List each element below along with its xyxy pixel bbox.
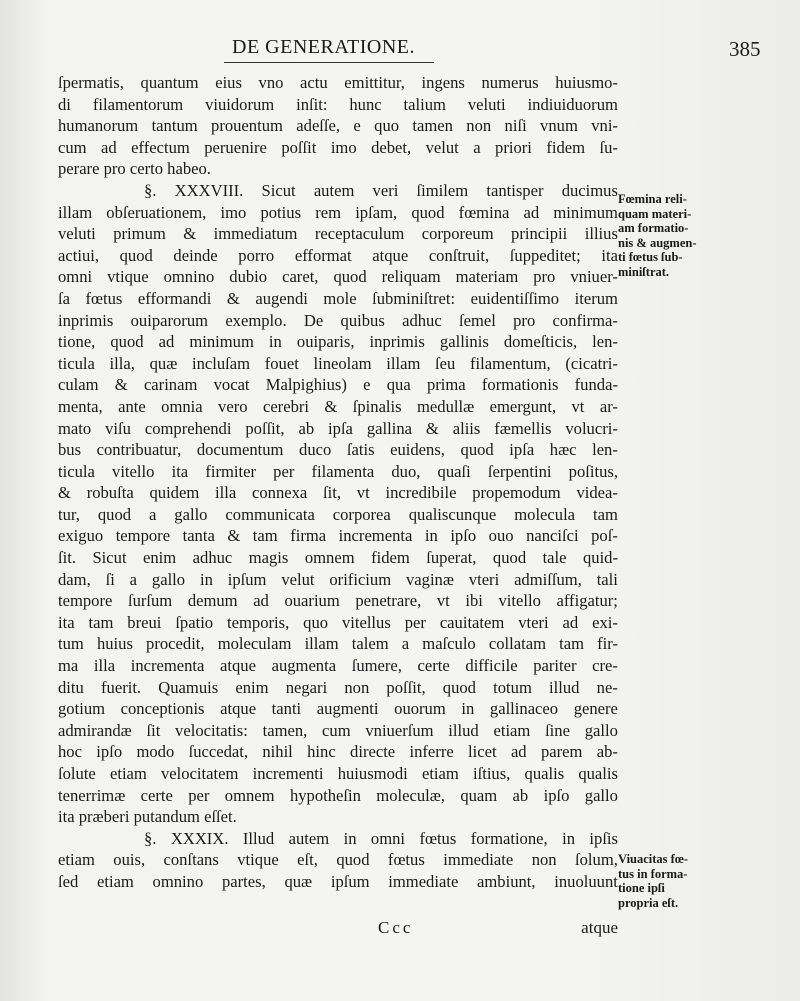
- marginal-note-line: tus in forma-: [618, 866, 688, 881]
- page-number: 385: [729, 37, 761, 61]
- text-line: tum huius procedit, moleculam illam talem a maſculo collatam tam fir-: [58, 634, 618, 654]
- text-line: actiui, quod deinde porro efformat atque conſtruit, ſuppeditet; ita: [58, 245, 618, 265]
- text-line: ticula illa, quæ incluſam fouet lineolam illam ſeu filamentum, (cicatri-: [58, 353, 618, 373]
- text-line: exiguo tempore tanta & tam firma incrementa in ipſo ouo nanciſci poſ-: [58, 526, 618, 546]
- text-line: hoc ipſo modo ſuccedat, nihil hinc directe inferre licet ad parem ab-: [58, 742, 618, 762]
- text-line: ſolute etiam velocitatem incrementi huiusmodi etiam iſtius, qualis qualis: [58, 764, 618, 783]
- marginal-note-line: Viuacitas fœ-: [618, 852, 689, 866]
- text-line: omni vtique omnino dubio caret, quod reliquam materiam pro vniuer-: [58, 267, 618, 287]
- text-line: ticula vitello ita firmiter per filamenta duo, quaſi ſerpentini poſitus,: [58, 461, 618, 481]
- text-line: ditu fuerit. Quamuis enim negari non poſſit, quod totum illud ne-: [58, 677, 618, 697]
- marginal-note-line: Fœmina reli-: [618, 192, 687, 206]
- marginal-note-line: nis & augmen-: [618, 235, 697, 250]
- text-line: perare pro certo habeo.: [58, 159, 211, 179]
- marginal-note-line: quam materi-: [618, 206, 692, 221]
- text-line: gotium conceptionis atque tanti augmenti ouorum in gallinaceo genere: [58, 699, 618, 719]
- text-line: inprimis ouiparorum exemplo. De quibus adhuc ſemel pro confirma-: [58, 310, 618, 330]
- text-line: menta, ante omnia vero cerebri & ſpinalis medullæ emergunt, vt ar-: [58, 396, 618, 416]
- marginal-note-line: tione ipſi: [618, 881, 665, 895]
- text-line: admirandæ ſit velocitatis: tamen, cum vniuerſum illud etiam ſine gallo: [58, 720, 618, 740]
- text-line: culam & carinam vocat Malpighius) e qua prima formationis funda-: [58, 375, 618, 395]
- signature-mark: Ccc: [378, 918, 414, 937]
- text-line: ma illa incrementa atque augmenta ſumere, certe difficile pariter cre-: [58, 656, 618, 676]
- text-line: tempore ſurſum demum ad ouarium penetrare, vt ibi vitello affigatur;: [58, 591, 618, 611]
- text-line: ſed etiam omnino partes, quæ ipſum immediate ambiunt, inuoluunt: [58, 871, 618, 891]
- text-line: §. XXXVIII. Sicut autem veri ſimilem tantisper ducimus: [144, 180, 618, 200]
- text-line: tur, quod a gallo communicata corporea qualiscunque molecula tam: [58, 504, 618, 524]
- text-line: ſit. Sicut enim adhuc magis omnem fidem ſuperat, quod tale quid-: [58, 548, 618, 568]
- header-rule: [224, 62, 434, 63]
- text-line: veluti primum & immediatum receptaculum corporeum principii illius: [58, 224, 618, 244]
- text-line: ſpermatis, quantum eius vno actu emittitur, ingens numerus huiusmo-: [58, 73, 618, 92]
- text-line: cum ad effectum peruenire poſſit imo debet, velut a priori fidem ſu-: [58, 137, 618, 157]
- bleed-through-text: [700, 90, 703, 104]
- main-text: [58, 72, 618, 893]
- text-line: bus contribuatur, documentum duco ſatis euidens, quod ipſa hæc len-: [58, 440, 618, 460]
- text-line: humanorum tantum prouentum adeſſe, e quo tamen non niſi vnum vni-: [58, 116, 618, 136]
- page-footer: [58, 918, 618, 940]
- text-line: ita præberi putandum eſſet.: [58, 807, 237, 827]
- text-line: dam, ſi a gallo in ipſum velut orificium vaginæ vteri admiſſum, tali: [58, 569, 618, 589]
- marginal-note-line: ti fœtus ſub-: [618, 250, 683, 264]
- text-line: ita tam breui ſpatio temporis, quo vitellus per cauitatem vteri ad exi-: [58, 612, 618, 632]
- text-line: etiam ouis, conſtans vtique eſt, quod fœtus immediate non ſolum,: [58, 850, 618, 870]
- text-line: illam obſeruationem, imo potius rem ipſam, quod fœmina ad minimum: [58, 202, 618, 222]
- text-line: tione, quod ad minimum in ouiparis, inprimis gallinis domeſticis, len-: [58, 332, 618, 352]
- page-header: [232, 36, 612, 62]
- text-line: di filamentorum viuidorum inſit: hunc talium veluti indiuiduorum: [58, 94, 618, 114]
- text-line: ſa fœtus efformandi & augendi mole ſubminiſtret: euidentiſſimo iterum: [58, 288, 618, 308]
- text-line: tenerrimæ certe per omnem hypotheſin moleculæ, quam ab ipſo gallo: [58, 785, 618, 805]
- marginal-note-1: [618, 192, 718, 279]
- catchword: atque: [581, 918, 618, 937]
- text-line: & robuſta quidem illa connexa ſit, vt incredibile propemodum videa-: [58, 483, 618, 503]
- marginal-note-line: propria eſt.: [618, 895, 679, 910]
- marginal-note-2: [618, 852, 718, 910]
- marginal-note-line: am formatio-: [618, 221, 689, 235]
- text-line: §. XXXIX. Illud autem in omni fœtus formatione, in ipſis: [144, 828, 618, 848]
- marginal-note-line: miniſtrat.: [618, 264, 670, 279]
- running-head: DE GENERATIONE.: [232, 36, 416, 58]
- text-line: mato viſu comprehendi poſſit, ab ipſa gallina & aliis fæmellis volucri-: [58, 418, 618, 438]
